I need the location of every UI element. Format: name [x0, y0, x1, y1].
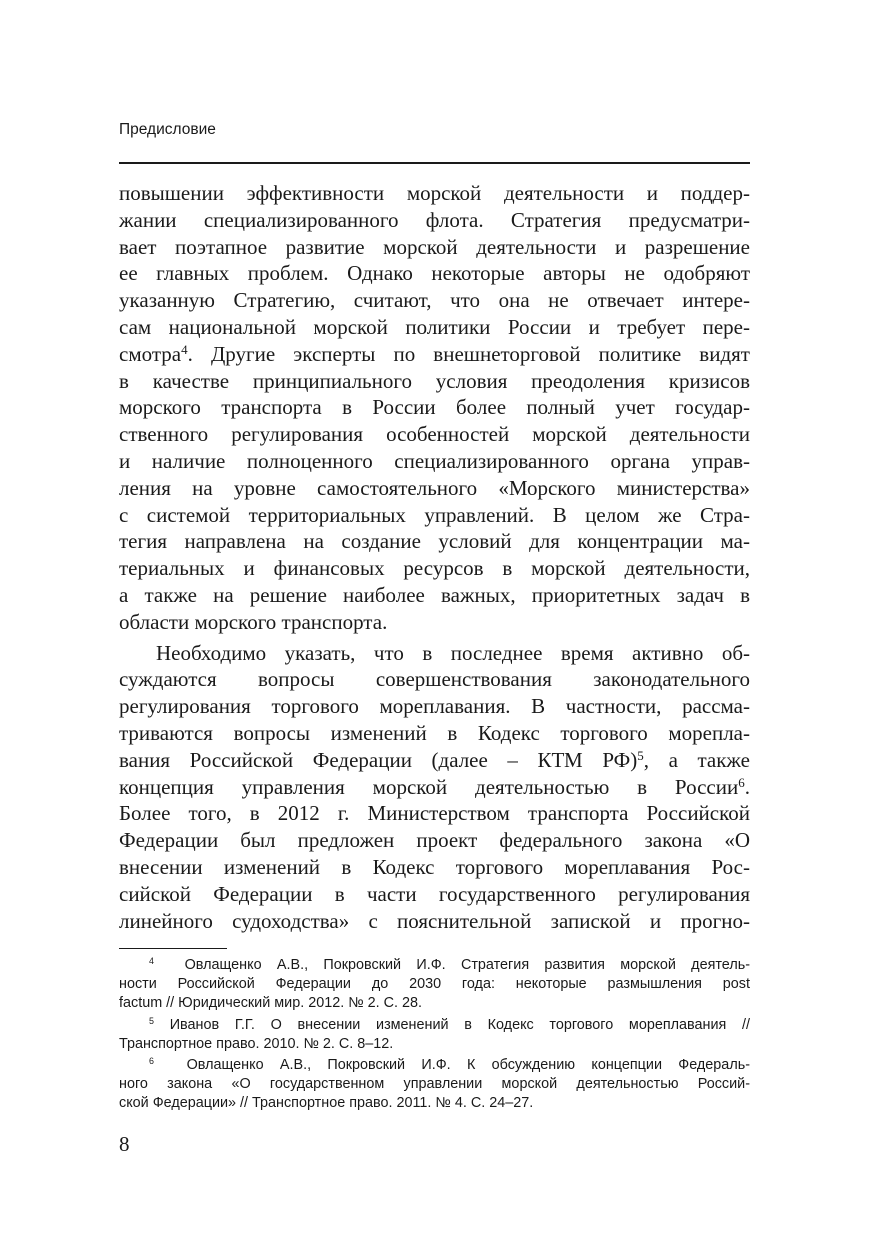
text-line: внесении изменений в Кодекс торгового мореплавания Рос-: [119, 854, 750, 879]
text-fragment: , а также: [643, 747, 750, 772]
text-line: а также на решение наиболее важных, приоритетных задач в: [119, 582, 750, 607]
text-line: вает поэтапное развитие морской деятельности и разрешение: [119, 234, 750, 259]
text-line: указанную Стратегию, считают, что она не отвечает интере-: [119, 288, 750, 313]
footnote-line: ного закона «О государственном управлении морской деятельностью Россий-: [119, 1076, 750, 1093]
text-fragment: смотра: [119, 341, 182, 366]
text-line: Более того, в 2012 г. Министерством транспорта Российской: [119, 801, 750, 826]
footnote-rule: [119, 948, 227, 949]
footnote-mark: 6: [149, 1056, 154, 1067]
text-line: с системой территориальных управлений. В целом же Стра-: [119, 502, 750, 527]
text-line: в качестве принципиального условия преодоления кризисов: [119, 368, 750, 393]
text-line: териальных и финансовых ресурсов в морской деятельности,: [119, 556, 750, 581]
footnote-mark: 4: [149, 956, 154, 967]
footnote: [119, 1016, 750, 1054]
footnote-line: [119, 1016, 750, 1035]
text-fragment: вания Российской Федерации (далее – КТМ РФ): [119, 747, 638, 772]
text-line: повышении эффективности морской деятельности и поддер-: [119, 181, 750, 205]
text-fragment: концепция управления морской деятельностью в России: [119, 774, 739, 799]
footnote-text: Иванов Г.Г. О внесении изменений в Кодекс торгового мореплавания //: [169, 1016, 751, 1033]
footnote-ref-5[interactable]: 5: [637, 747, 644, 763]
text-line: триваются вопросы изменений в Кодекс торгового морепла-: [119, 720, 750, 745]
text-fragment: . Другие эксперты по внешнеторговой политике видят: [187, 341, 750, 366]
text-line: сийской Федерации в части государственного регулирования: [119, 881, 750, 906]
footnote-line: [119, 1056, 750, 1075]
text-line: [119, 774, 750, 801]
text-line: ственного регулирования особенностей морской деятельности: [119, 422, 750, 447]
text-line: регулирования торгового мореплавания. В частности, рассма-: [119, 694, 750, 719]
text-line: [119, 747, 750, 774]
text-line: суждаются вопросы совершенствования законодательного: [119, 667, 750, 692]
footnote-ref-6[interactable]: 6: [738, 774, 745, 790]
page-number: 8: [119, 1132, 130, 1156]
footnotes: [119, 956, 750, 1116]
footnote-ref-4[interactable]: 4: [181, 341, 188, 357]
text-line: [119, 341, 750, 368]
footnote-text: Овлащенко А.В., Покровский И.Ф. К обсуждению концепции Федераль-: [186, 1056, 751, 1073]
footnote-line: ности Российской Федерации до 2030 года: некоторые размышления post: [119, 976, 750, 993]
footnote-line: Транспортное право. 2010. № 2. С. 8–12.: [119, 1035, 394, 1052]
footnote-line: factum // Юридический мир. 2012. № 2. С. 28.: [119, 995, 423, 1012]
text-line: и наличие полноценного специализированного органа управ-: [119, 448, 750, 473]
text-line: Необходимо указать, что в последнее время активно об-: [156, 640, 750, 665]
footnote-text: Овлащенко А.В., Покровский И.Ф. Стратегия развития морской деятель-: [184, 957, 751, 973]
footnote: [119, 1056, 750, 1114]
text-line: области морского транспорта.: [119, 609, 388, 634]
text-line: Федерации был предложен проект федерального закона «О: [119, 828, 750, 853]
footnote-line: ской Федерации» // Транспортное право. 2011. № 4. С. 24–27.: [119, 1095, 534, 1112]
text-line: жании специализированного флота. Стратегия предусматри-: [119, 207, 750, 232]
header-rule: [119, 162, 750, 164]
running-header: Предисловие: [119, 121, 216, 138]
text-line: ления на уровне самостоятельного «Морского министерства»: [119, 475, 750, 500]
footnote: [119, 956, 750, 1014]
text-line: линейного судоходства» с пояснительной запиской и прогно-: [119, 908, 750, 933]
footnote-line: [119, 956, 750, 975]
text-line: сам национальной морской политики России и требует пере-: [119, 314, 750, 339]
text-line: морского транспорта в России более полный учет государ-: [119, 395, 750, 420]
text-line: тегия направлена на создание условий для концентрации ма-: [119, 529, 750, 554]
main-text: [119, 180, 750, 934]
footnote-mark: 5: [149, 1015, 154, 1026]
text-line: ее главных проблем. Однако некоторые авторы не одобряют: [119, 261, 750, 286]
text-fragment: .: [744, 774, 750, 799]
